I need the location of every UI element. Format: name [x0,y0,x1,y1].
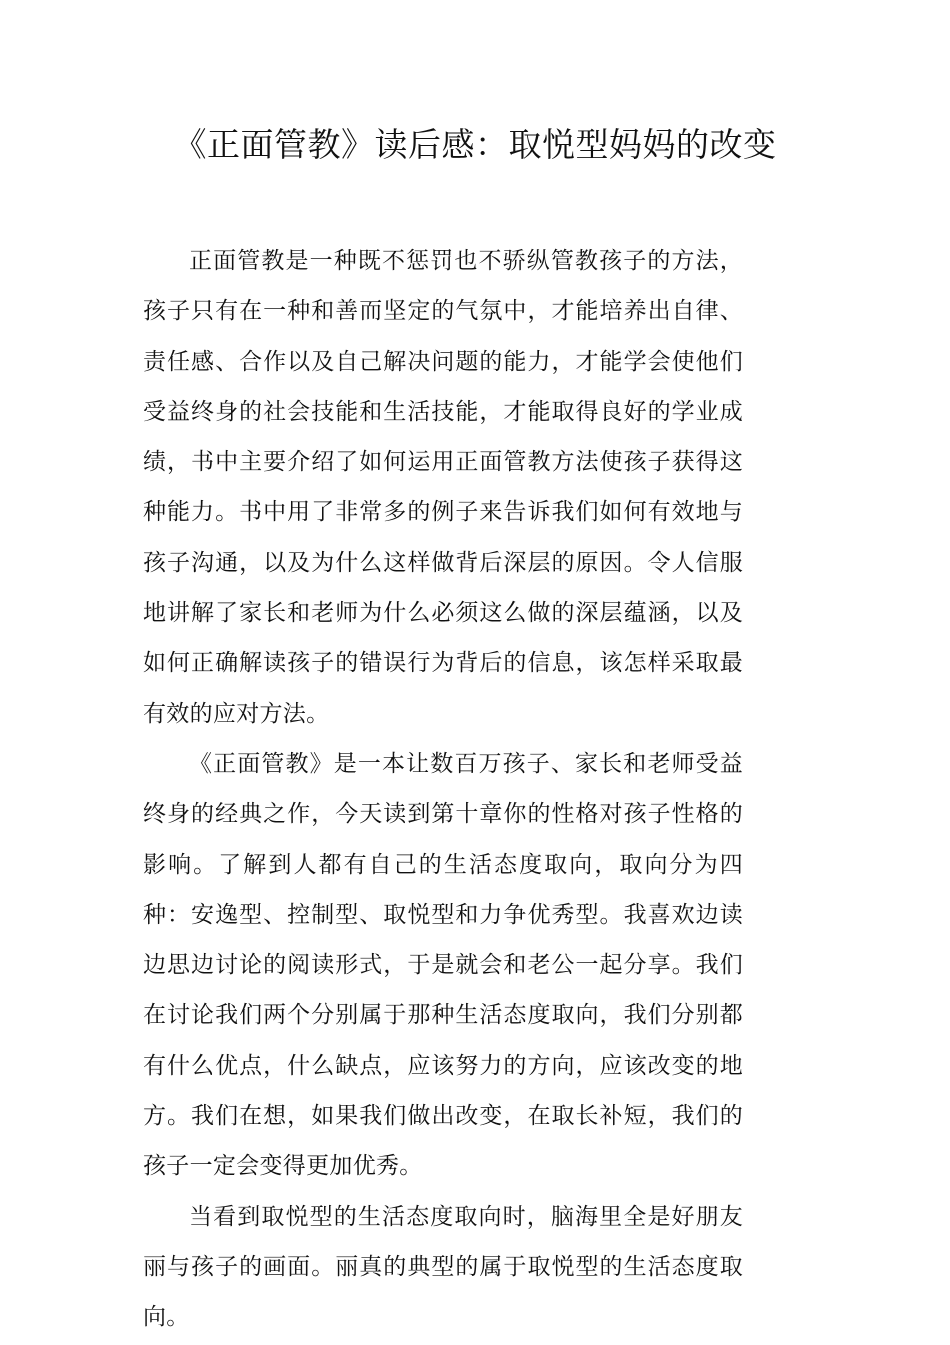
paragraph-1: 正面管教是一种既不惩罚也不骄纵管教孩子的方法，孩子只有在一种和善而坚定的气氛中，才能培养出自律、责任感、合作以及自己解决问题的能力，才能学会使他们受益终身的社会技能和生活技能，才能取得良好的学业成绩，书中主要介绍了如何运用正面管教方法使孩子获得这种能力。书中用了非常多的例子来告诉我们如何有效地与孩子沟通，以及为什么这样做背后深层的原因。令人信服地讲解了家长和老师为什么必须这么做的深层蕴涵，以及如何正确解读孩子的错误行为背后的信息，该怎样采取最有效的应对方法。 [143,248,743,727]
paragraph-3: 当看到取悦型的生活态度取向时，脑海里全是好朋友丽与孩子的画面。丽真的典型的属于取悦型的生活态度取向。 [143,1203,743,1331]
document-body [143,236,743,1343]
paragraph-2: 《正面管教》是一本让数百万孩子、家长和老师受益终身的经典之作，今天读到第十章你的性格对孩子性格的影响。了解到人都有自己的生活态度取向，取向分为四种：安逸型、控制型、取悦型和力争优秀型。我喜欢边读边思边讨论的阅读形式，于是就会和老公一起分享。我们在讨论我们两个分别属于那种生活态度取向，我们分别都有什么优点，什么缺点，应该努力的方向，应该改变的地方。我们在想，如果我们做出改变，在取长补短，我们的孩子一定会变得更加优秀。 [143,750,743,1180]
document-title: 《正面管教》读后感：取悦型妈妈的改变 [173,125,777,164]
